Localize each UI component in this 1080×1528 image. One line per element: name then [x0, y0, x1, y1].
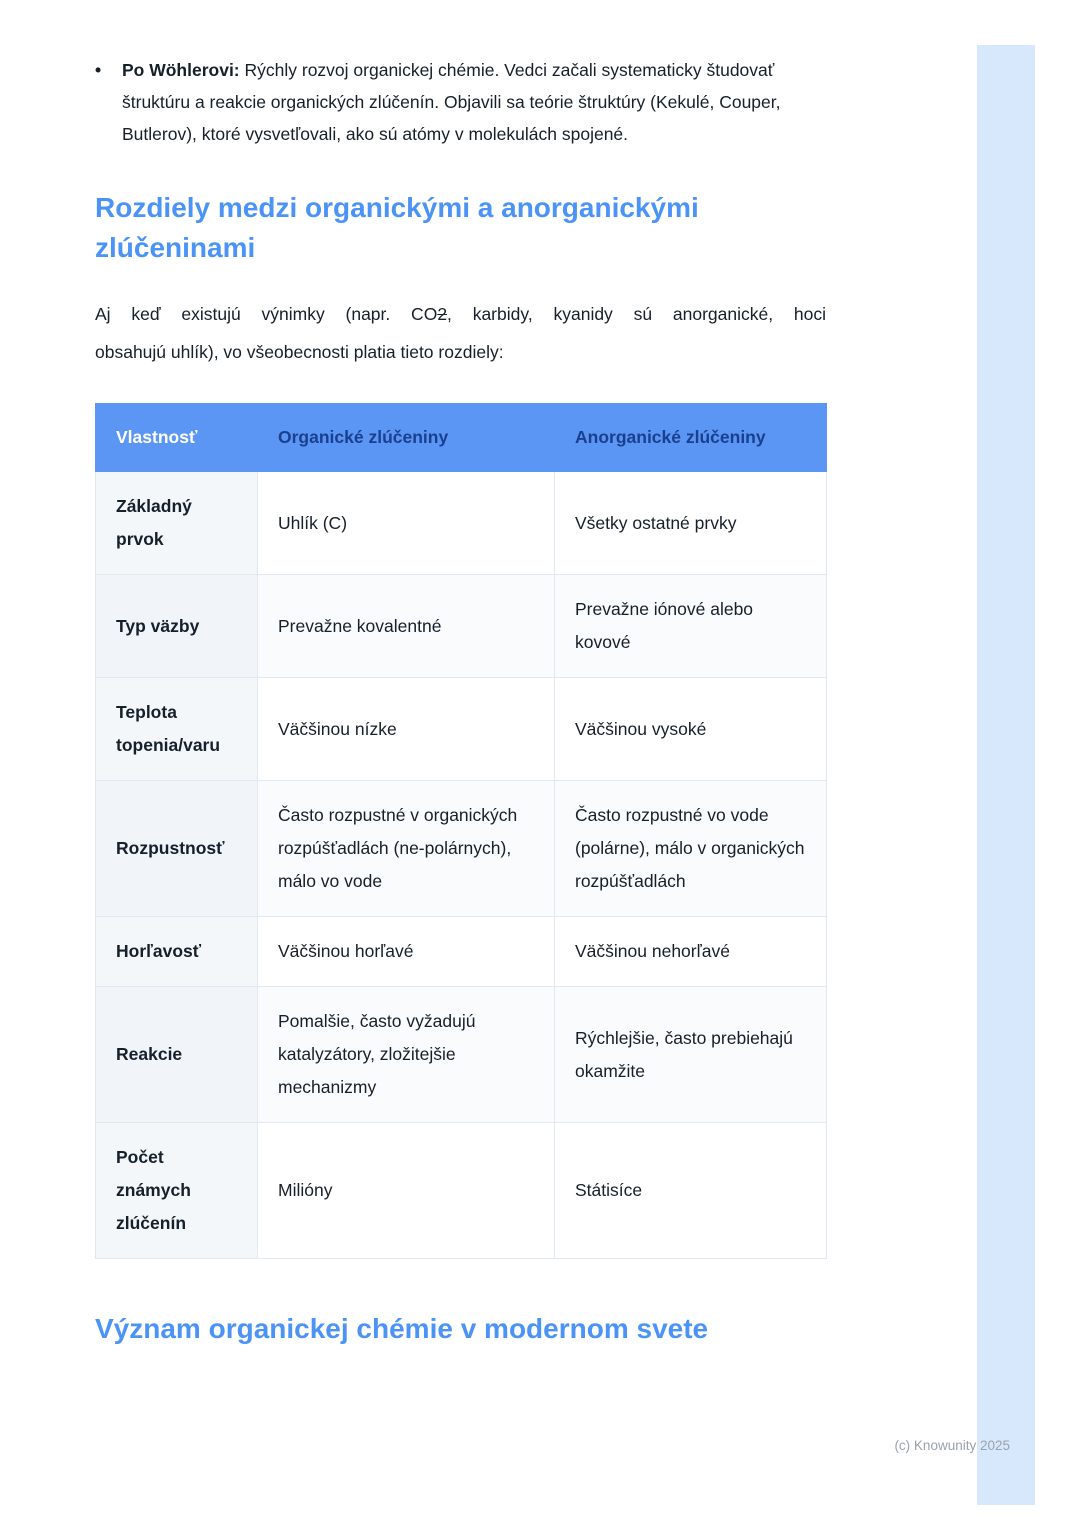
- document-content: [95, 0, 826, 1349]
- table-row: [96, 575, 827, 678]
- cell-organic: Väčšinou nízke: [258, 678, 555, 781]
- section-title-importance: Význam organickej chémie v modernom svete: [95, 1313, 709, 1344]
- intro-text-before: Aj keď existujú výnimky (napr. CO: [95, 304, 438, 324]
- comparison-table: [95, 403, 827, 1259]
- table-row: [96, 1123, 827, 1259]
- list-item-text: [122, 54, 826, 150]
- cell-inorganic: Státisíce: [555, 1123, 827, 1259]
- cell-inorganic: Často rozpustné vo vode (polárne), málo v organických rozpúšťadlách: [555, 781, 827, 917]
- row-property: Reakcie: [96, 987, 258, 1123]
- row-property: Teplota topenia/varu: [96, 678, 258, 781]
- bullet-icon: •: [95, 60, 102, 80]
- row-property: Základný prvok: [96, 472, 258, 575]
- intro-struck-subscript: 2: [437, 304, 448, 324]
- cell-organic: Pomalšie, často vyžadujú katalyzátory, zložitejšie mechanizmy: [258, 987, 555, 1123]
- table-row: [96, 472, 827, 575]
- cell-organic: Väčšinou horľavé: [258, 917, 555, 987]
- list-item-lead: Po Wöhlerovi:: [122, 60, 240, 80]
- row-property: Počet známych zlúčenín: [96, 1123, 258, 1259]
- section-title-differences: Rozdiely medzi organickými a anorganickými zlúčeninami: [95, 192, 699, 263]
- column-header-inorganic: Anorganické zlúčeniny: [555, 404, 827, 472]
- column-header-organic: Organické zlúčeniny: [258, 404, 555, 472]
- cell-organic: Často rozpustné v organických rozpúšťadlách (ne-polárnych), málo vo vode: [258, 781, 555, 917]
- cell-organic: Milióny: [258, 1123, 555, 1259]
- table-header-row: [96, 404, 827, 472]
- row-property: Horľavosť: [96, 917, 258, 987]
- column-header-property: Vlastnosť: [96, 404, 258, 472]
- list-item: [95, 54, 826, 150]
- row-property: Typ väzby: [96, 575, 258, 678]
- copyright-notice: (c) Knowunity 2025: [894, 1438, 1010, 1453]
- cell-inorganic: Prevažne iónové alebo kovové: [555, 575, 827, 678]
- row-property: Rozpustnosť: [96, 781, 258, 917]
- cell-organic: Prevažne kovalentné: [258, 575, 555, 678]
- table-row: [96, 987, 827, 1123]
- intro-text-after: , karbidy, kyanidy sú anorganické, hoci: [447, 304, 826, 324]
- intro-line-1: [95, 295, 826, 333]
- table-row: [96, 781, 827, 917]
- table-row: [96, 917, 827, 987]
- intro-line-2: obsahujú uhlík), vo všeobecnosti platia tieto rozdiely:: [95, 342, 504, 362]
- table-row: [96, 678, 827, 781]
- list-item-body: Rýchly rozvoj organickej chémie. Vedci začali systematicky študovať štruktúru a reakcie organických zlúčenín. Objavili sa teórie štruktúry (Kekulé, Couper, Butlerov), ktoré vysvetľovali, ako sú atómy v molekulách spojené.: [122, 60, 781, 144]
- cell-inorganic: Všetky ostatné prvky: [555, 472, 827, 575]
- intro-paragraph: [95, 295, 826, 371]
- cell-inorganic: Rýchlejšie, často prebiehajú okamžite: [555, 987, 827, 1123]
- cell-inorganic: Väčšinou vysoké: [555, 678, 827, 781]
- cell-inorganic: Väčšinou nehorľavé: [555, 917, 827, 987]
- cell-organic: Uhlík (C): [258, 472, 555, 575]
- page-margin-strip: [977, 45, 1035, 1505]
